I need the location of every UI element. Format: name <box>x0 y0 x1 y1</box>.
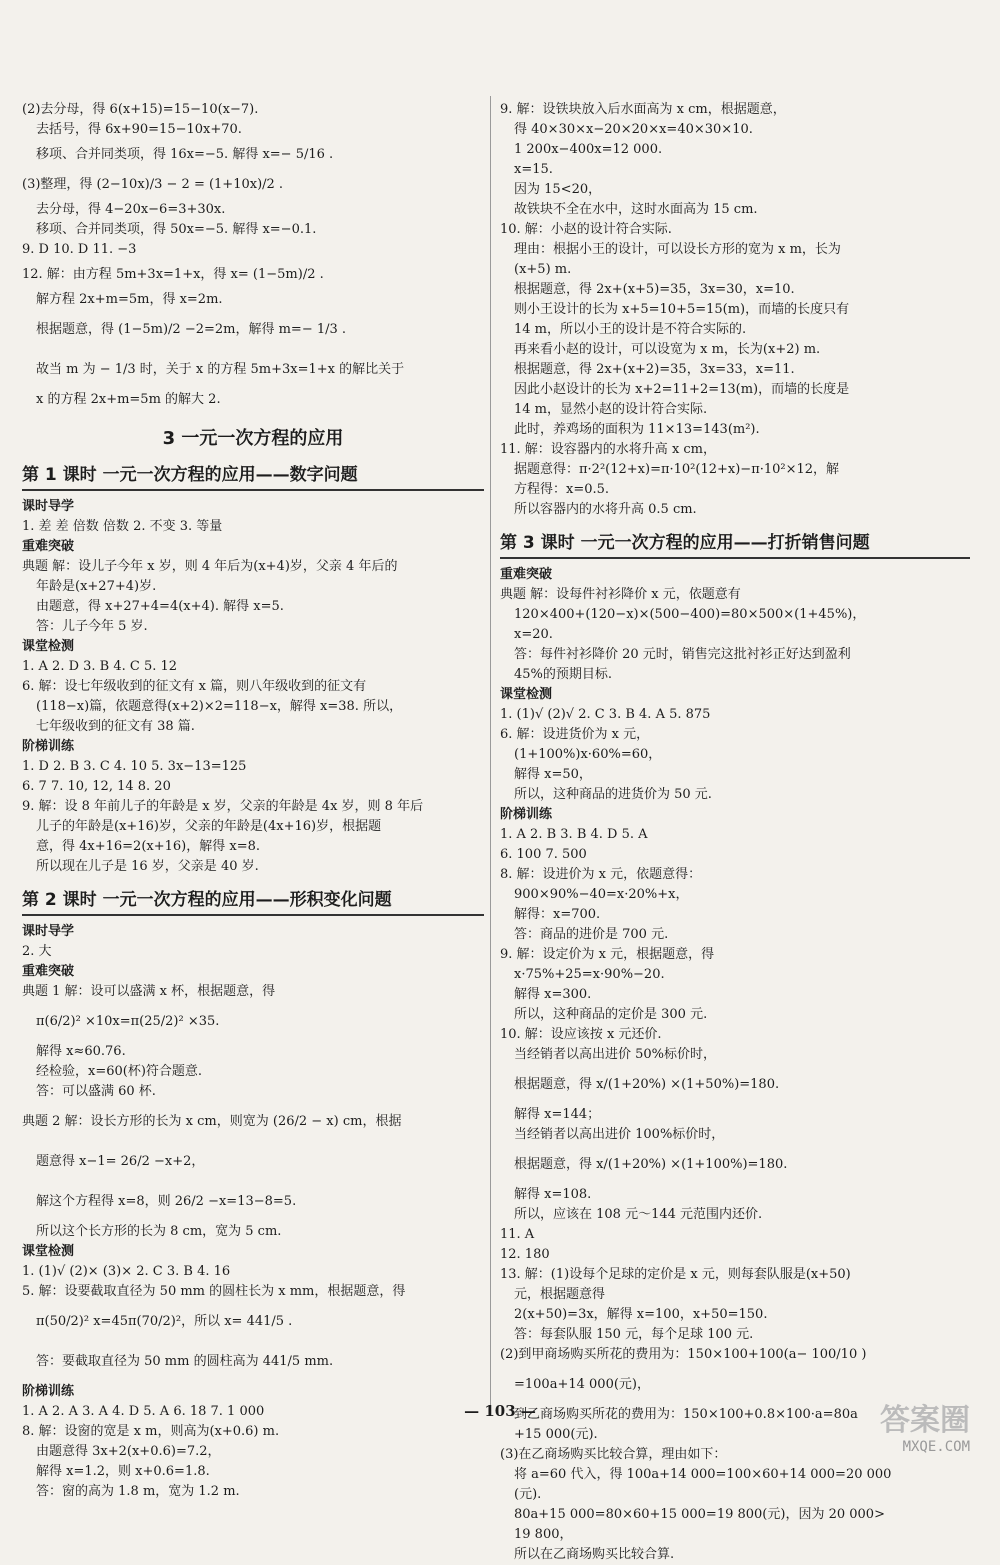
answer-line: 6. 7 7. 10, 12, 14 8. 20 <box>22 779 171 794</box>
answer-line: 1. A 2. D 3. B 4. C 5. 12 <box>22 659 178 674</box>
answer-line: =100a+14 000(元)， <box>514 1377 650 1392</box>
section-heading: 阶梯训练 <box>22 1384 75 1399</box>
answer-line: 根据题意，得 x/(1+20%) ×(1+50%)=180. <box>514 1077 780 1092</box>
answer-line: x·75%+25=x·90%−20. <box>514 967 665 982</box>
answer-line: 由题意，得 x+27+4=4(x+4). 解得 x=5. <box>36 599 284 614</box>
answer-line: 1. 差 差 倍数 倍数 2. 不变 3. 等量 <box>22 519 223 534</box>
answer-line: x=15. <box>514 162 553 177</box>
answer-line: 故铁块不全在水中，这时水面高为 15 cm. <box>514 202 758 217</box>
answer-line: 11. A <box>500 1227 535 1242</box>
section-heading: 重难突破 <box>500 567 553 582</box>
answer-line: 9. D 10. D 11. −3 <box>22 242 137 257</box>
answer-line: 1. (1)√ (2)× (3)× 2. C 3. B 4. 16 <box>22 1264 231 1279</box>
logo-sub-text: MXQE.COM <box>902 1439 970 1455</box>
answer-line: 10. 解：设应该按 x 元还价. <box>500 1027 662 1042</box>
answer-line: 14 m，显然小赵的设计符合实际. <box>514 402 708 417</box>
answer-line: 将 a=60 代入，得 100a+14 000=100×60+14 000=20 000 <box>514 1467 892 1482</box>
answer-line: 到乙商场购买所花的费用为：150×100+0.8×100·a=80a <box>514 1407 858 1422</box>
answer-line: 移项、合并同类项，得 50x=−5. 解得 x=−0.1. <box>36 222 317 237</box>
answer-line: 解得 x≈60.76. <box>36 1044 126 1059</box>
page-number: — 103 — <box>464 1402 536 1420</box>
answer-line: 典题 解：设每件衬衫降价 x 元，依题意有 <box>500 587 741 602</box>
answer-line: (元). <box>514 1487 542 1502</box>
lesson-1-body <box>22 497 484 877</box>
answer-line: 此时，养鸡场的面积为 11×13=143(m²). <box>514 422 760 437</box>
answer-line: 当经销者以高出进价 50%标价时， <box>514 1047 717 1062</box>
column-divider <box>490 96 491 1406</box>
section-heading: 阶梯训练 <box>500 807 553 822</box>
answer-line: 再来看小赵的设计，可以设宽为 x m，长为(x+2) m. <box>514 342 821 357</box>
logo-main-text: 答案圈 <box>880 1403 970 1438</box>
answer-line: x 的方程 2x+m=5m 的解大 2. <box>36 392 221 407</box>
lesson-3-title: 第 3 课时 一元一次方程的应用——打折销售问题 <box>500 528 970 559</box>
section-heading: 课时导学 <box>22 924 75 939</box>
answer-line: 所以，这种商品的进货价为 50 元. <box>514 787 712 802</box>
section-heading: 课时导学 <box>22 499 75 514</box>
answer-line: 典题 1 解：设可以盛满 x 杯，根据题意，得 <box>22 984 276 999</box>
answer-line: 80a+15 000=80×60+15 000=19 800(元)，因为 20 000> <box>514 1507 885 1522</box>
answer-line: 12. 180 <box>500 1247 550 1262</box>
right-intro-solutions <box>500 100 970 520</box>
answer-line: 2. 大 <box>22 944 52 959</box>
answer-line: 1 200x−400x=12 000. <box>514 142 663 157</box>
answer-line: 七年级收到的征文有 38 篇. <box>36 719 195 734</box>
answer-line: (x+5) m. <box>514 262 572 277</box>
answer-line: π(6/2)² ×10x=π(25/2)² ×35. <box>36 1014 220 1029</box>
answer-line: 根据题意，得 2x+(x+2)=35，3x=33，x=11. <box>514 362 795 377</box>
answer-line: 9. 解：设 8 年前儿子的年龄是 x 岁，父亲的年龄是 4x 岁，则 8 年后 <box>22 799 424 814</box>
answer-line: 所以这个长方形的长为 8 cm，宽为 5 cm. <box>36 1224 282 1239</box>
answer-line: 解得 x=108. <box>514 1187 592 1202</box>
answer-line: 因为 15<20， <box>514 182 602 197</box>
answer-line: 10. 解：小赵的设计符合实际. <box>500 222 672 237</box>
section-heading: 重难突破 <box>22 539 75 554</box>
answer-line: 所以，应该在 108 元～144 元范围内还价. <box>514 1207 763 1222</box>
answer-line: 8. 解：设进价为 x 元，依题意得： <box>500 867 702 882</box>
answer-line: 1. A 2. A 3. A 4. D 5. A 6. 18 7. 1 000 <box>22 1404 265 1419</box>
answer-line: 根据题意，得 (1−5m)/2 −2=2m，解得 m=− 1/3 . <box>36 322 347 337</box>
answer-line: π(50/2)² x=45π(70/2)²，所以 x= 441/5 . <box>36 1314 293 1329</box>
answer-line: 解得 x=50， <box>514 767 592 782</box>
answer-line: (3)在乙商场购买比较合算，理由如下： <box>500 1447 727 1462</box>
answer-line: 5. 解：设要截取直径为 50 mm 的圆柱长为 x mm，根据题意，得 <box>22 1284 406 1299</box>
answer-line: 120×400+(120−x)×(500−400)=80×500×(1+45%)， <box>514 607 866 622</box>
answer-line: 则小王设计的长为 x+5=10+5=15(m)，而墙的长度只有 <box>514 302 850 317</box>
answer-line: 去分母，得 4−20x−6=3+30x. <box>36 202 226 217</box>
answer-line: 6. 100 7. 500 <box>500 847 587 862</box>
answer-line: 解得：x=700. <box>514 907 601 922</box>
answer-line: 19 800， <box>514 1527 573 1542</box>
answer-line: 答：要截取直径为 50 mm 的圆柱高为 441/5 mm. <box>36 1354 334 1369</box>
answer-line: 因此小赵设计的长为 x+2=11+2=13(m)，而墙的长度是 <box>514 382 850 397</box>
answer-line: 9. 解：设铁块放入后水面高为 x cm，根据题意， <box>500 102 786 117</box>
answer-line: 当经销者以高出进价 100%标价时， <box>514 1127 725 1142</box>
chapter-title: 3 一元一次方程的应用 <box>162 428 344 449</box>
answer-line: 14 m，所以小王的设计是不符合实际的. <box>514 322 747 337</box>
answer-line: 所以现在儿子是 16 岁，父亲是 40 岁. <box>36 859 259 874</box>
answer-line: 答：可以盛满 60 杯. <box>36 1084 156 1099</box>
answer-line: 经检验，x=60(杯)符合题意. <box>36 1064 203 1079</box>
lesson-2-title: 第 2 课时 一元一次方程的应用——形积变化问题 <box>22 885 484 916</box>
answer-line: 解这个方程得 x=8，则 26/2 −x=13−8=5. <box>36 1194 297 1209</box>
answer-line: x=20. <box>514 627 553 642</box>
answer-line: 9. 解：设定价为 x 元，根据题意，得 <box>500 947 715 962</box>
answer-line: 理由：根据小王的设计，可以设长方形的宽为 x m，长为 <box>514 242 841 257</box>
left-intro-solutions <box>22 100 484 410</box>
answer-line: (2)去分母，得 6(x+15)=15−10(x−7). <box>22 102 259 117</box>
answer-line: (118−x)篇，依题意得(x+2)×2=118−x，解得 x=38. 所以， <box>36 699 403 714</box>
answer-line: 典题 解：设儿子今年 x 岁，则 4 年后为(x+4)岁，父亲 4 年后的 <box>22 559 398 574</box>
answer-line: 得 40×30×x−20×20×x=40×30×10. <box>514 122 753 137</box>
answer-line: 故当 m 为 − 1/3 时，关于 x 的方程 5m+3x=1+x 的解比关于 <box>36 362 405 377</box>
answer-line: +15 000(元). <box>514 1427 598 1442</box>
answer-line: 去括号，得 6x+90=15−10x+70. <box>36 122 242 137</box>
answer-line: 根据题意，得 x/(1+20%) ×(1+100%)=180. <box>514 1157 788 1172</box>
answer-line: 根据题意，得 2x+(x+5)=35，3x=30，x=10. <box>514 282 795 297</box>
answer-line: 所以容器内的水将升高 0.5 cm. <box>514 502 697 517</box>
section-heading: 课堂检测 <box>22 639 75 654</box>
answer-line: 1. A 2. B 3. B 4. D 5. A <box>500 827 648 842</box>
answer-line: 典题 2 解：设长方形的长为 x cm，则宽为 (26/2 − x) cm，根据 <box>22 1114 402 1129</box>
answer-line: 元，根据题意得 <box>514 1287 606 1302</box>
answer-line: 6. 解：设进货价为 x 元， <box>500 727 650 742</box>
answer-line: 1. D 2. B 3. C 4. 10 5. 3x−13=125 <box>22 759 247 774</box>
section-heading: 阶梯训练 <box>22 739 75 754</box>
left-column <box>22 100 484 1502</box>
answer-line: 所以，这种商品的定价是 300 元. <box>514 1007 708 1022</box>
answer-line: 方程得：x=0.5. <box>514 482 610 497</box>
site-logo <box>810 1403 970 1463</box>
answer-line: 6. 解：设七年级收到的征文有 x 篇，则八年级收到的征文有 <box>22 679 367 694</box>
section-heading: 课堂检测 <box>22 1244 75 1259</box>
answer-line: 答：每套队服 150 元，每个足球 100 元. <box>514 1327 754 1342</box>
answer-line: 据题意得：π·2²(12+x)=π·10²(12+x)−π·10²×12，解 <box>514 462 840 477</box>
answer-line: 答：商品的进价是 700 元. <box>514 927 669 942</box>
answer-line: 13. 解：(1)设每个足球的定价是 x 元，则每套队服是(x+50) <box>500 1267 851 1282</box>
answer-line: 意，得 4x+16=2(x+16)，解得 x=8. <box>36 839 261 854</box>
right-column <box>500 100 970 1565</box>
answer-line: 答：儿子今年 5 岁. <box>36 619 148 634</box>
answer-line: 1. (1)√ (2)√ 2. C 3. B 4. A 5. 875 <box>500 707 711 722</box>
answer-line: 答：窗的高为 1.8 m，宽为 1.2 m. <box>36 1484 240 1499</box>
section-heading: 课堂检测 <box>500 687 553 702</box>
answer-line: 解得 x=1.2，则 x+0.6=1.8. <box>36 1464 210 1479</box>
answer-line: 900×90%−40=x·20%+x， <box>514 887 689 902</box>
answer-line: 题意得 x−1= 26/2 −x+2， <box>36 1154 205 1169</box>
answer-line: 2(x+50)=3x，解得 x=100，x+50=150. <box>514 1307 768 1322</box>
answer-line: 11. 解：设容器内的水将升高 x cm， <box>500 442 717 457</box>
answer-line: (1+100%)x·60%=60， <box>514 747 662 762</box>
answer-line: 所以在乙商场购买比较合算. <box>514 1547 675 1562</box>
answer-line: 解得 x=144； <box>514 1107 601 1122</box>
answer-line: (3)整理，得 (2−10x)/3 − 2 = (1+10x)/2 . <box>22 177 284 192</box>
answer-line: 8. 解：设窗的宽是 x m，则高为(x+0.6) m. <box>22 1424 280 1439</box>
answer-line: 儿子的年龄是(x+16)岁，父亲的年龄是(4x+16)岁，根据题 <box>36 819 382 834</box>
lesson-1-title: 第 1 课时 一元一次方程的应用——数字问题 <box>22 460 484 491</box>
answer-line: 解得 x=300. <box>514 987 592 1002</box>
answer-line: 45%的预期目标. <box>514 667 613 682</box>
answer-line: 由题意得 3x+2(x+0.6)=7.2， <box>36 1444 221 1459</box>
answer-line: (2)到甲商场购买所花的费用为：150×100+100(a− 100/10 ) <box>500 1347 867 1362</box>
answer-line: 12. 解：由方程 5m+3x=1+x，得 x= (1−5m)/2 . <box>22 267 324 282</box>
section-heading: 重难突破 <box>22 964 75 979</box>
answer-line: 年龄是(x+27+4)岁. <box>36 579 157 594</box>
answer-line: 答：每件衬衫降价 20 元时，销售完这批衬衫正好达到盈利 <box>514 647 851 662</box>
answer-line: 解方程 2x+m=5m，得 x=2m. <box>36 292 223 307</box>
answer-line: 移项、合并同类项，得 16x=−5. 解得 x=− 5/16 . <box>36 147 334 162</box>
